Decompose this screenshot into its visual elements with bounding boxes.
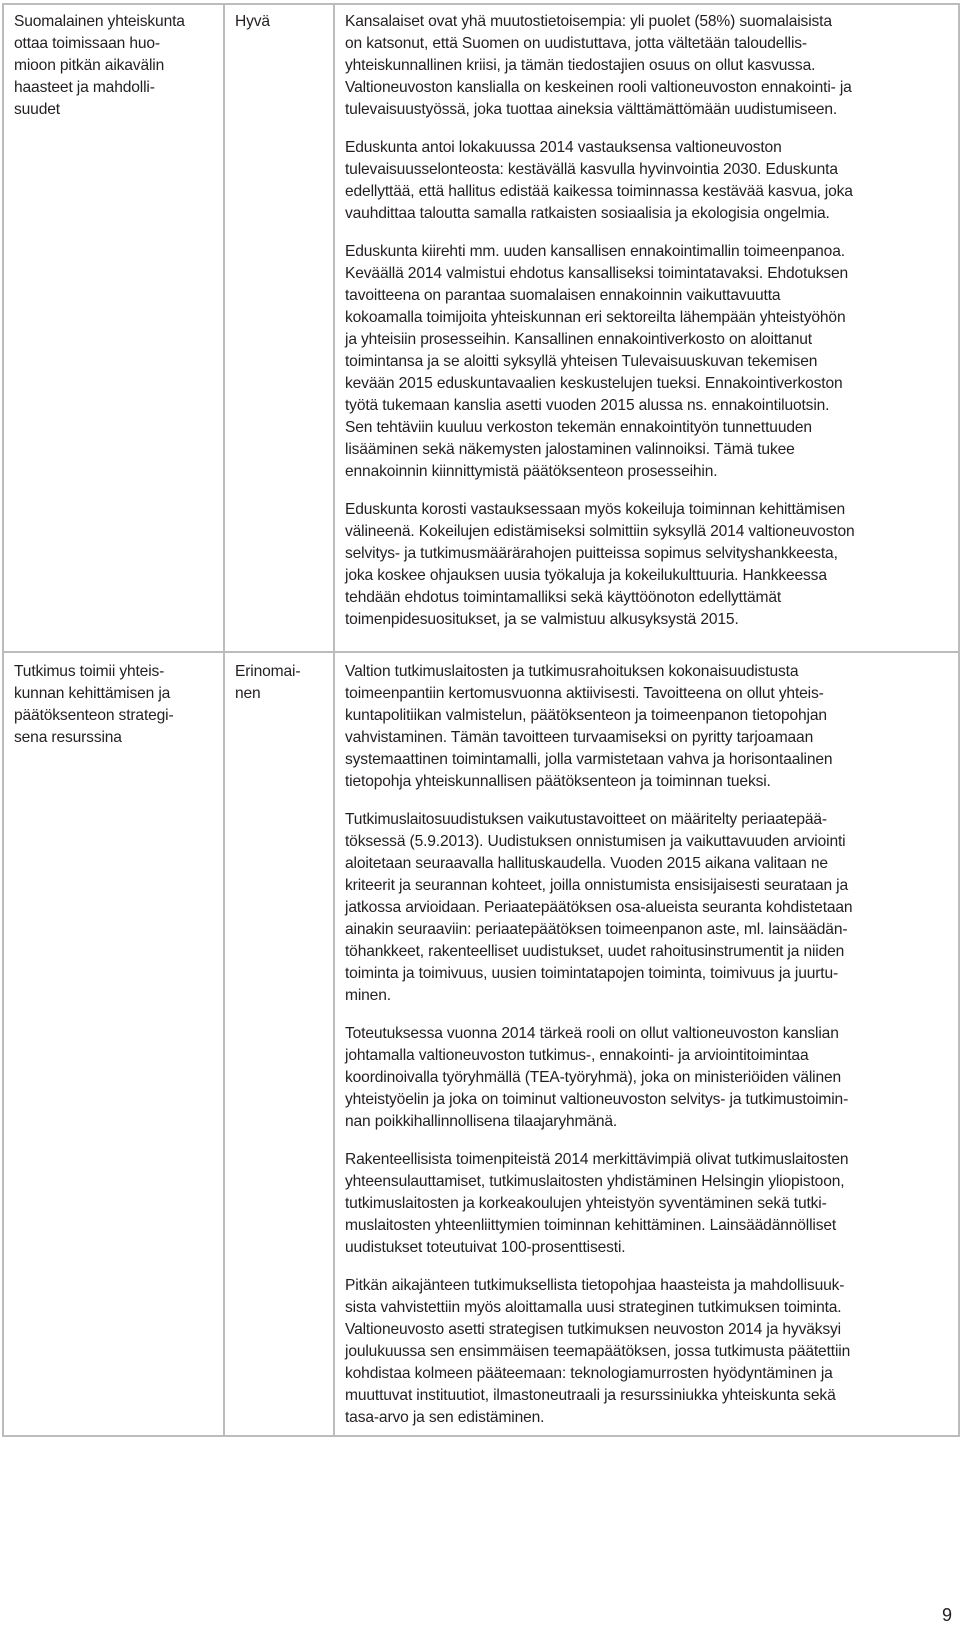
table-row: [3, 4, 959, 652]
goal-text: Tutkimus toimii yhteis- kunnan kehittämisen ja päätöksenteon strategi- sena resurssina: [14, 663, 174, 746]
goal-cell: [3, 4, 224, 652]
description-cell: [334, 4, 959, 652]
goal-cell: [3, 652, 224, 1436]
description-paragraph: Kansalaiset ovat yhä muutostietoisempia: yli puolet (58%) suomalaisista on katsonut, että Suomen on uudistuttava, jotta vältetään taloudellis- yhteiskunnallinen kriisi, ja tämän tiedostajien osuus on ollut kasvussa. Valtioneuvoston kanslialla on keskeinen rooli valtioneuvoston ennakointi- ja tulevaisuustyössä, joka tuottaa aineksia välttämättömään uudistumiseen.: [345, 13, 852, 118]
rating-text: Erinomai- nen: [235, 663, 301, 702]
description-cell: [334, 652, 959, 1436]
description-paragraph: Pitkän aikajänteen tutkimuksellista tietopohjaa haasteista ja mahdollisuuk- sista vahvistettiin myös aloittamalla uusi strateginen tutkimuksen toiminta. Valtioneuvosto asetti strategisen tutkimuksen neuvoston 2014 ja hyväksyi joulukuussa sen ensimmäisen teemapäätöksen, jossa tutkimusta päätettiin kohdistaa kolmeen pääteemaan: teknologiamurrosten hyödyntäminen ja muuttuvat instituutiot, ilmastoneutraali ja resurssiniukka yhteiskunta sekä tasa-arvo ja sen edistäminen.: [345, 1277, 851, 1426]
page-number: 9: [941, 1605, 952, 1625]
description-paragraph: Tutkimuslaitosuudistuksen vaikutustavoitteet on määritelty periaatepää- töksessä (5.9.2013). Uudistuksen onnistumisen ja vaikuttavuuden arviointi aloitetaan seuraavalla hallituskaudella. Vuoden 2015 aikana valitaan ne kriteerit ja seurannan kohteet, joilla onnistumista ensisijaisesti seurataan ja jatkossa arvioidaan. Periaatepäätöksen osa-alueista seuranta kohdistetaan ainakin seuraaviin: periaatepäätöksen toimeenpanon aste, ml. lainsäädän- töhankkeet, rakenteelliset uudistukset, uudet rahoitusinstrumentit ja niiden toiminta ja toimivuus, uusien toimintatapojen toiminta, toimivuus ja juurtu- minen.: [345, 811, 853, 1004]
description-paragraph: Rakenteellisista toimenpiteistä 2014 merkittävimpiä olivat tutkimuslaitosten yhteensulauttamiset, tutkimuslaitosten yhdistäminen Helsingin yliopistoon, tutkimuslaitosten ja korkeakoulujen yhteistyön syventäminen sekä tutki- muslaitosten yhteenliittymien toiminnan kehittäminen. Lainsäädännölliset uudistukset toteutuivat 100-prosenttisesti.: [345, 1151, 849, 1256]
description-paragraph: Eduskunta antoi lokakuussa 2014 vastauksensa valtioneuvoston tulevaisuusselonteosta: kestävällä kasvulla hyvinvointia 2030. Eduskunta edellyttää, että hallitus edistää kaikessa toiminnassa kestävää kasvua, joka vauhdittaa taloutta samalla ratkaisten sosiaalisia ja ekologisia ongelmia.: [345, 139, 853, 222]
description-paragraph: Valtion tutkimuslaitosten ja tutkimusrahoituksen kokonaisuudistusta toimeenpantiin kertomusvuonna aktiivisesti. Tavoitteena on ollut yhteis- kuntapolitiikan valmistelun, päätöksenteon ja toimeenpanon tietopohjan vahvistaminen. Tämän tavoitteen turvaamiseksi on pyritty tarjoamaan systemaattinen toimintamalli, jolla varmistetaan vahva ja horisontaalinen tietopohja yhteiskunnallisen päätöksenteon ja toiminnan tueksi.: [345, 663, 833, 790]
description-paragraph: Toteutuksessa vuonna 2014 tärkeä rooli on ollut valtioneuvoston kanslian johtamalla valtioneuvoston tutkimus-, ennakointi- ja arviointitoimintaa koordinoivalla työryhmällä (TEA-työryhmä), joka on ministeriöiden välinen yhteistyöelin ja joka on toiminut valtioneuvoston selvitys- ja tutkimustoimin- nan poikkihallinnollisena tilaajaryhmänä.: [345, 1025, 849, 1130]
goal-text: Suomalainen yhteiskunta ottaa toimissaan huo- mioon pitkän aikavälin haasteet ja mahdolli- suudet: [14, 13, 185, 118]
description-paragraph: Eduskunta korosti vastauksessaan myös kokeiluja toiminnan kehittämisen välineenä. Kokeilujen edistämiseksi solmittiin syksyllä 2014 valtioneuvoston selvitys- ja tutkimusmäärärahojen puitteissa sopimus selvityshankkeesta, joka koskee ohjauksen uusia työkaluja ja kokeilukulttuuria. Hankkeessa tehdään ehdotus toimintamalliksi sekä käyttöönoton edellyttämät toimenpidesuositukset, ja se valmistuu alkusyksystä 2015.: [345, 501, 855, 628]
rating-cell: [224, 4, 334, 652]
table-row: [3, 652, 959, 1436]
description-paragraph: Eduskunta kiirehti mm. uuden kansallisen ennakointimallin toimeenpanoa. Keväällä 2014 valmistui ehdotus kansalliseksi toimintatavaksi. Ehdotuksen tavoitteena on parantaa suomalaisen ennakoinnin vaikuttavuutta kokoamalla toimijoita yhteiskunnan eri sektoreilta lähempään yhteistyöhön ja yhteisiin prosesseihin. Kansallinen ennakointiverkosto on aloittanut toimintansa ja se aloitti syksyllä yhteisen Tulevaisuuskuvan tekemisen kevään 2015 eduskuntavaalien keskustelujen tueksi. Ennakointiverkoston työtä tukemaan kanslia asetti vuoden 2015 alussa ns. ennakointiluotsin. Sen tehtäviin kuuluu verkoston tekemän ennakointityön tunnettuuden lisääminen sekä näkemysten jalostaminen valinnoiksi. Tämä tukee ennakoinnin kiinnittymistä päätöksenteon prosesseihin.: [345, 243, 849, 480]
rating-cell: [224, 652, 334, 1436]
rating-text: Hyvä: [235, 13, 270, 30]
assessment-table: [2, 3, 960, 1437]
